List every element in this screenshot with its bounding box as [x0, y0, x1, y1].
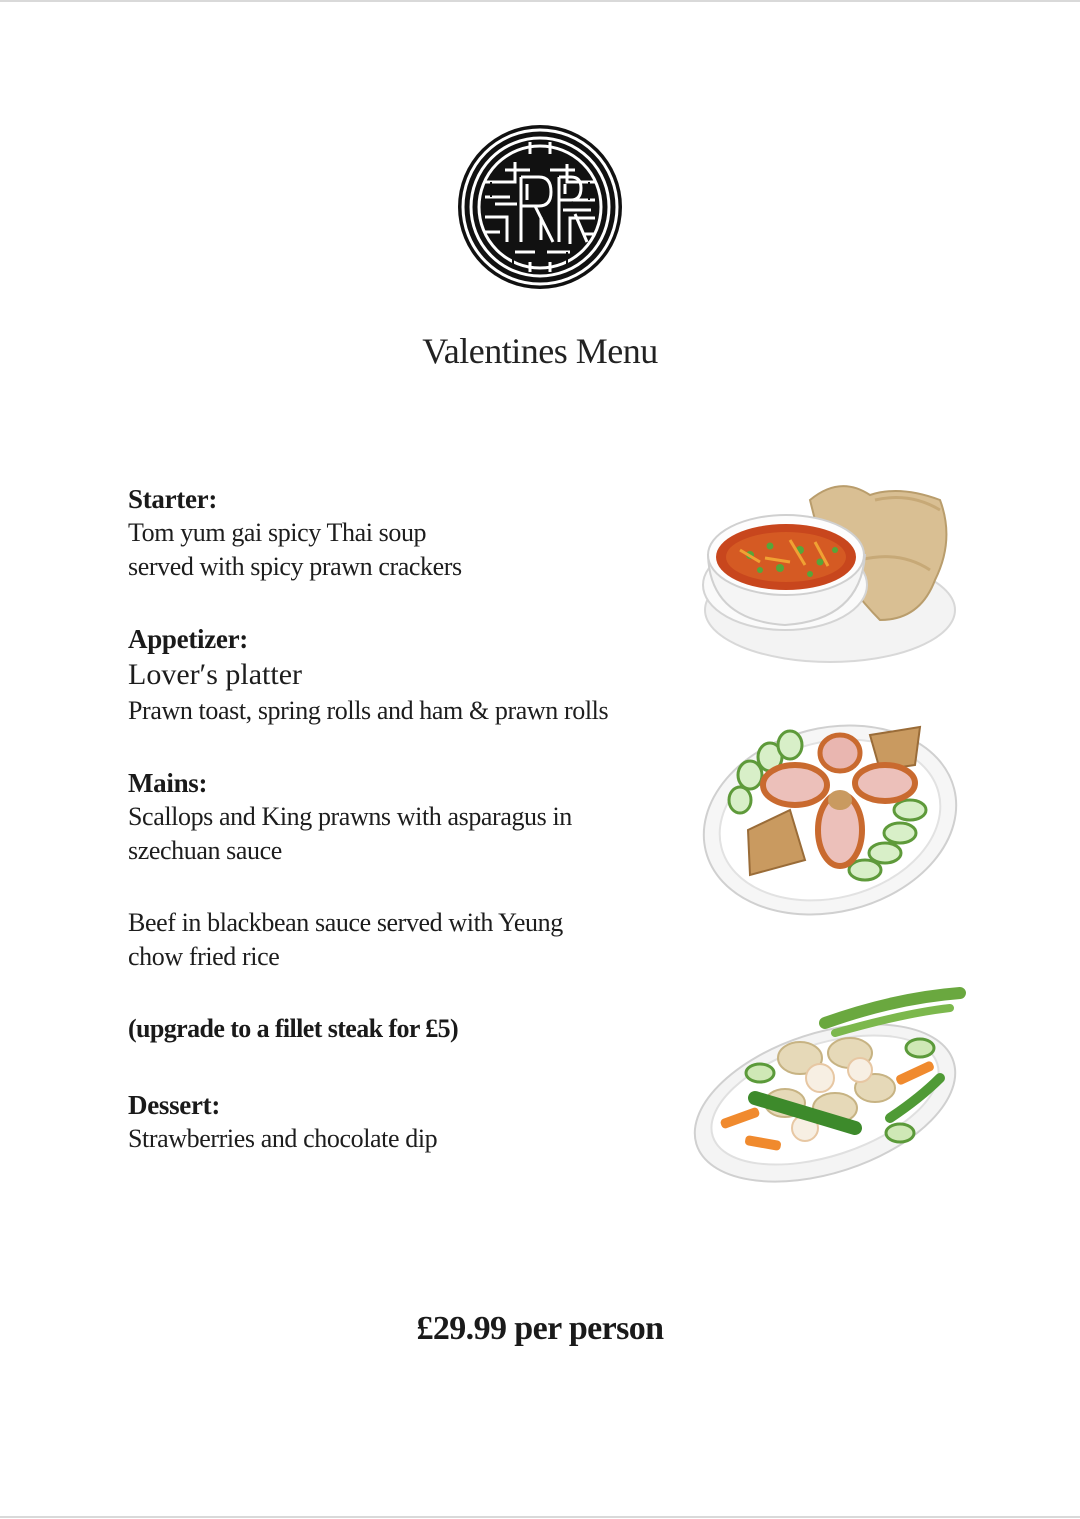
stirfry-photo: [685, 978, 970, 1193]
dish-line: szechuan sauce: [128, 836, 282, 865]
section-heading: Mains:: [128, 768, 208, 798]
upgrade-note-section: [128, 1012, 668, 1046]
soup-photo: [700, 470, 960, 670]
mains-section: [128, 766, 668, 868]
starter-section: [128, 482, 668, 584]
platter-photo: [690, 705, 970, 935]
dish-line: served with spicy prawn crackers: [128, 552, 462, 581]
section-heading: Appetizer:: [128, 624, 248, 654]
dish-line: Scallops and King prawns with asparagus in: [128, 802, 572, 831]
upgrade-note: (upgrade to a fillet steak for £5): [128, 1014, 459, 1043]
dish-name: Lover′s platter: [128, 658, 302, 691]
restaurant-logo-icon: [455, 122, 625, 292]
dish-line: chow fried rice: [128, 942, 280, 971]
dish-line: Strawberries and chocolate dip: [128, 1124, 438, 1153]
section-heading: Starter:: [128, 484, 218, 514]
dish-line: Beef in blackbean sauce served with Yeung: [128, 908, 563, 937]
mains-option-section: [128, 906, 668, 974]
top-border: [0, 0, 1080, 2]
dessert-section: [128, 1088, 668, 1156]
bottom-border: [0, 1516, 1080, 1518]
appetizer-section: [128, 622, 668, 728]
section-heading: Dessert:: [128, 1090, 221, 1120]
page-title: Valentines Menu: [422, 331, 658, 371]
dish-line: Prawn toast, spring rolls and ham & prawn rolls: [128, 696, 609, 725]
price-per-person: £29.99 per person: [416, 1310, 664, 1347]
dish-line: Tom yum gai spicy Thai soup: [128, 518, 427, 547]
